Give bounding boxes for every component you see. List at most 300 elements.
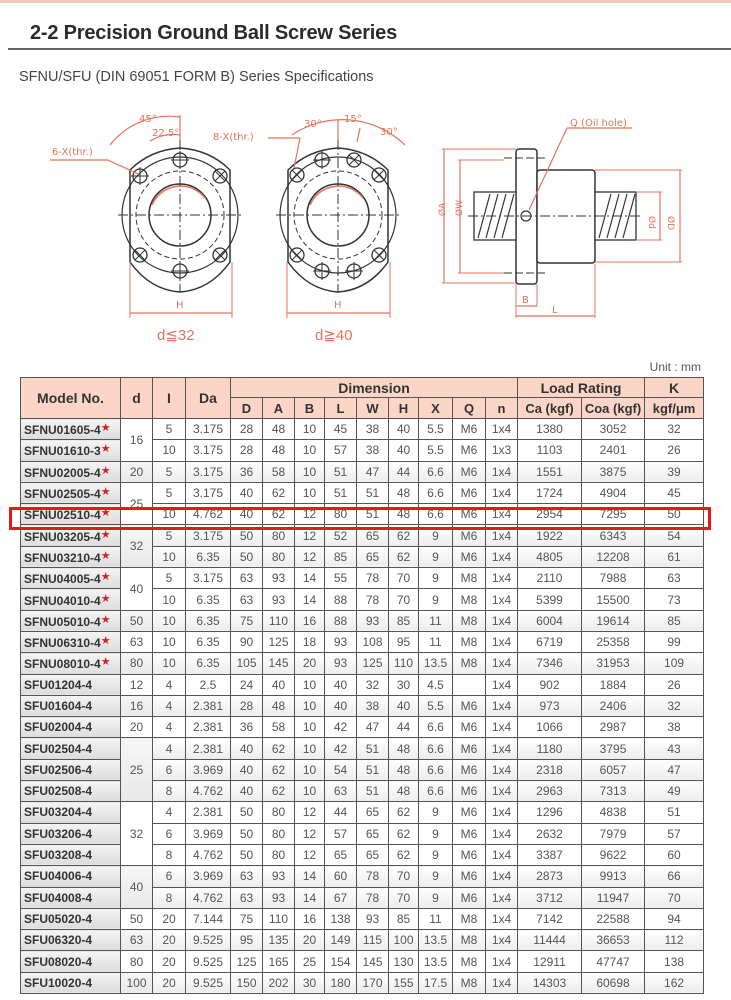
coa-cell: 7295	[582, 504, 645, 525]
n-cell: 1x4	[486, 674, 518, 695]
d-cell: 40	[231, 738, 263, 759]
n-cell: 1x4	[486, 972, 518, 993]
x-cell: 9	[419, 589, 453, 610]
svg-text:ØW: ØW	[455, 200, 465, 216]
n-cell: 1x4	[486, 504, 518, 525]
q-cell: M8	[453, 589, 486, 610]
flange-front-view-d40	[213, 114, 405, 318]
k-cell: 162	[645, 972, 704, 993]
b-cell: 12	[295, 504, 325, 525]
d-cell: 16	[121, 419, 153, 462]
svg-text:H: H	[334, 300, 342, 311]
l-cell: 60	[325, 866, 357, 887]
n-cell: 1x4	[486, 653, 518, 674]
b-cell: 20	[295, 930, 325, 951]
a-cell: 80	[263, 823, 295, 844]
n-cell: 1x4	[486, 568, 518, 589]
n-cell: 1x4	[486, 802, 518, 823]
k-cell: 112	[645, 930, 704, 951]
l-cell: 149	[325, 930, 357, 951]
ca-cell: 7346	[518, 653, 582, 674]
coa-cell: 31953	[582, 653, 645, 674]
star-icon: ★	[100, 635, 111, 648]
h-cell: 70	[389, 866, 419, 887]
page-title: 2-2 Precision Ground Ball Screw Series	[30, 22, 397, 44]
b-cell: 10	[295, 738, 325, 759]
q-cell: M6	[453, 695, 486, 716]
h-cell: 85	[389, 610, 419, 631]
d-cell: 75	[231, 908, 263, 929]
n-cell: 1x4	[486, 546, 518, 567]
b-cell: 10	[295, 695, 325, 716]
ca-cell: 2632	[518, 823, 582, 844]
model-cell	[21, 589, 121, 610]
ca-cell: 2873	[518, 866, 582, 887]
x-cell: 13.5	[419, 951, 453, 972]
a-cell: 58	[263, 461, 295, 482]
n-cell: 1x4	[486, 759, 518, 780]
header-dimension: Dimension	[231, 378, 518, 398]
coa-cell: 2987	[582, 717, 645, 738]
w-cell: 65	[357, 802, 389, 823]
b-cell: 10	[295, 759, 325, 780]
i-cell: 5	[153, 419, 186, 440]
a-cell: 80	[263, 546, 295, 567]
header-da: Da	[186, 378, 231, 419]
q-cell: M6	[453, 738, 486, 759]
k-cell: 73	[645, 589, 704, 610]
caption-d-ge-40: d≧40	[315, 327, 353, 344]
d-cell: 50	[231, 525, 263, 546]
header-D: D	[231, 398, 263, 419]
header-k: K	[645, 378, 704, 398]
a-cell: 93	[263, 866, 295, 887]
d-cell: 63	[231, 589, 263, 610]
w-cell: 78	[357, 568, 389, 589]
model-number: SFNU06310-4	[24, 636, 101, 651]
b-cell: 10	[295, 461, 325, 482]
i-cell: 10	[153, 610, 186, 631]
n-cell: 1x4	[486, 823, 518, 844]
q-cell: M8	[453, 930, 486, 951]
coa-cell: 4904	[582, 482, 645, 503]
ca-cell: 11444	[518, 930, 582, 951]
da-cell: 3.969	[186, 759, 231, 780]
coa-cell: 25358	[582, 631, 645, 652]
d-cell: 12	[121, 674, 153, 695]
da-cell: 3.175	[186, 482, 231, 503]
i-cell: 10	[153, 440, 186, 461]
h-cell: 40	[389, 419, 419, 440]
h-cell: 62	[389, 802, 419, 823]
model-cell	[21, 823, 121, 844]
svg-text:22.5°: 22.5°	[152, 128, 180, 139]
l-cell: 40	[325, 695, 357, 716]
da-cell: 3.175	[186, 440, 231, 461]
q-cell: M6	[453, 504, 486, 525]
table-row	[21, 631, 704, 652]
n-cell: 1x4	[486, 610, 518, 631]
d-cell: 40	[231, 504, 263, 525]
ca-cell: 1724	[518, 482, 582, 503]
model-cell	[21, 546, 121, 567]
h-cell: 70	[389, 887, 419, 908]
d-cell: 20	[121, 717, 153, 738]
coa-cell: 4838	[582, 802, 645, 823]
w-cell: 38	[357, 695, 389, 716]
da-cell: 2.5	[186, 674, 231, 695]
d-cell: 105	[231, 653, 263, 674]
k-cell: 51	[645, 802, 704, 823]
coa-cell: 36653	[582, 930, 645, 951]
l-cell: 42	[325, 717, 357, 738]
l-cell: 57	[325, 440, 357, 461]
spec-table-body	[21, 419, 704, 994]
ca-cell: 5399	[518, 589, 582, 610]
b-cell: 14	[295, 589, 325, 610]
l-cell: 154	[325, 951, 357, 972]
model-cell	[21, 653, 121, 674]
i-cell: 20	[153, 951, 186, 972]
l-cell: 85	[325, 546, 357, 567]
b-cell: 18	[295, 631, 325, 652]
i-cell: 10	[153, 653, 186, 674]
x-cell: 5.5	[419, 695, 453, 716]
k-cell: 61	[645, 546, 704, 567]
d-cell: 40	[121, 568, 153, 611]
n-cell: 1x4	[486, 717, 518, 738]
top-accent-bar	[0, 0, 731, 3]
d-cell: 25	[121, 738, 153, 802]
h-cell: 40	[389, 440, 419, 461]
n-cell: 1x4	[486, 461, 518, 482]
k-cell: 94	[645, 908, 704, 929]
x-cell: 9	[419, 802, 453, 823]
d-cell: 40	[121, 866, 153, 909]
q-cell: M6	[453, 482, 486, 503]
h-cell: 48	[389, 781, 419, 802]
model-number: SFU05020-4	[24, 911, 93, 926]
star-icon: ★	[100, 528, 111, 541]
model-cell	[21, 802, 121, 823]
flange-drawings-svg	[0, 100, 731, 350]
n-cell: 1x4	[486, 930, 518, 951]
da-cell: 6.35	[186, 631, 231, 652]
d-cell: 63	[121, 631, 153, 652]
header-H: H	[389, 398, 419, 419]
w-cell: 125	[357, 653, 389, 674]
b-cell: 10	[295, 419, 325, 440]
star-icon: ★	[100, 656, 111, 669]
b-cell: 10	[295, 482, 325, 503]
a-cell: 48	[263, 419, 295, 440]
svg-text:30°: 30°	[380, 127, 398, 138]
model-number: SFNU08010-4	[24, 657, 101, 672]
l-cell: 51	[325, 482, 357, 503]
model-cell	[21, 482, 121, 503]
l-cell: 55	[325, 568, 357, 589]
da-cell: 3.969	[186, 823, 231, 844]
h-cell: 30	[389, 674, 419, 695]
q-cell: M8	[453, 951, 486, 972]
nut-side-view	[437, 118, 682, 318]
ca-cell: 7142	[518, 908, 582, 929]
model-number: SFNU01605-4	[24, 423, 101, 438]
model-cell	[21, 930, 121, 951]
table-row	[21, 695, 704, 716]
model-number: SFU01604-4	[24, 699, 93, 713]
da-cell: 6.35	[186, 546, 231, 567]
a-cell: 80	[263, 525, 295, 546]
ca-cell: 2954	[518, 504, 582, 525]
a-cell: 110	[263, 610, 295, 631]
i-cell: 10	[153, 504, 186, 525]
d-cell: 80	[121, 951, 153, 972]
q-cell: M6	[453, 887, 486, 908]
i-cell: 4	[153, 674, 186, 695]
n-cell: 1x4	[486, 525, 518, 546]
n-cell: 1x4	[486, 482, 518, 503]
coa-cell: 3875	[582, 461, 645, 482]
q-cell: M6	[453, 759, 486, 780]
x-cell: 6.6	[419, 781, 453, 802]
da-cell: 2.381	[186, 802, 231, 823]
l-cell: 88	[325, 610, 357, 631]
da-cell: 3.175	[186, 461, 231, 482]
w-cell: 38	[357, 440, 389, 461]
star-icon: ★	[100, 507, 111, 520]
header-n: n	[486, 398, 518, 419]
model-cell	[21, 717, 121, 738]
flange-front-view-d32	[50, 114, 242, 318]
q-cell	[453, 674, 486, 695]
model-cell	[21, 695, 121, 716]
a-cell: 80	[263, 802, 295, 823]
table-row	[21, 866, 704, 887]
n-cell: 1x4	[486, 589, 518, 610]
coa-cell: 22588	[582, 908, 645, 929]
coa-cell: 7313	[582, 781, 645, 802]
table-row	[21, 908, 704, 929]
model-cell	[21, 631, 121, 652]
k-cell: 60	[645, 844, 704, 865]
model-number: SFNU02510-4	[24, 508, 101, 523]
model-cell	[21, 419, 121, 440]
d-cell: 50	[231, 546, 263, 567]
q-cell: M6	[453, 440, 486, 461]
b-cell: 12	[295, 525, 325, 546]
model-cell	[21, 504, 121, 525]
x-cell: 17.5	[419, 972, 453, 993]
i-cell: 10	[153, 546, 186, 567]
i-cell: 10	[153, 631, 186, 652]
i-cell: 4	[153, 738, 186, 759]
b-cell: 12	[295, 823, 325, 844]
d-cell: 50	[121, 610, 153, 631]
header-A: A	[263, 398, 295, 419]
k-cell: 32	[645, 695, 704, 716]
k-cell: 26	[645, 674, 704, 695]
b-cell: 12	[295, 802, 325, 823]
l-cell: 54	[325, 759, 357, 780]
a-cell: 135	[263, 930, 295, 951]
w-cell: 65	[357, 823, 389, 844]
i-cell: 5	[153, 525, 186, 546]
k-cell: 38	[645, 717, 704, 738]
model-number: SFNU01610-3	[24, 444, 101, 459]
svg-text:ØA: ØA	[438, 202, 448, 216]
k-cell: 39	[645, 461, 704, 482]
model-cell	[21, 525, 121, 546]
h-cell: 62	[389, 546, 419, 567]
model-number: SFNU05010-4	[24, 614, 101, 629]
svg-text:Q (Oil hole): Q (Oil hole)	[570, 118, 627, 129]
model-number: SFU04008-4	[24, 890, 93, 905]
k-cell: 63	[645, 568, 704, 589]
da-cell: 9.525	[186, 972, 231, 993]
d-cell: 24	[231, 674, 263, 695]
svg-text:B: B	[522, 295, 529, 306]
coa-cell: 15500	[582, 589, 645, 610]
caption-d-le-32: d≦32	[157, 327, 195, 344]
header-k-unit: kgf/μm	[645, 398, 704, 419]
table-row	[21, 610, 704, 631]
da-cell: 9.525	[186, 930, 231, 951]
w-cell: 65	[357, 546, 389, 567]
svg-text:Ød: Ød	[646, 216, 656, 229]
a-cell: 40	[263, 674, 295, 695]
ca-cell: 2318	[518, 759, 582, 780]
h-cell: 62	[389, 823, 419, 844]
coa-cell: 6343	[582, 525, 645, 546]
h-cell: 95	[389, 631, 419, 652]
model-cell	[21, 738, 121, 759]
a-cell: 58	[263, 717, 295, 738]
model-cell	[21, 568, 121, 589]
a-cell: 165	[263, 951, 295, 972]
star-icon: ★	[100, 422, 111, 435]
coa-cell: 12208	[582, 546, 645, 567]
table-row	[21, 461, 704, 482]
h-cell: 100	[389, 930, 419, 951]
i-cell: 8	[153, 844, 186, 865]
star-icon: ★	[100, 486, 111, 499]
model-number: SFU01204-4	[24, 677, 93, 692]
h-cell: 40	[389, 695, 419, 716]
model-number: SFU02004-4	[24, 720, 93, 735]
model-number: SFNU03205-4	[24, 529, 101, 544]
d-cell: 32	[121, 802, 153, 866]
l-cell: 63	[325, 781, 357, 802]
w-cell: 51	[357, 759, 389, 780]
b-cell: 10	[295, 717, 325, 738]
d-cell: 40	[231, 482, 263, 503]
header-d: d	[121, 378, 153, 419]
model-number: SFU03206-4	[24, 826, 93, 841]
w-cell: 78	[357, 887, 389, 908]
star-icon: ★	[100, 592, 111, 605]
i-cell: 10	[153, 589, 186, 610]
a-cell: 48	[263, 695, 295, 716]
x-cell: 6.6	[419, 738, 453, 759]
k-cell: 47	[645, 759, 704, 780]
d-cell: 25	[121, 482, 153, 525]
h-cell: 62	[389, 525, 419, 546]
l-cell: 67	[325, 887, 357, 908]
h-cell: 85	[389, 908, 419, 929]
l-cell: 180	[325, 972, 357, 993]
d-cell: 50	[231, 844, 263, 865]
d-cell: 32	[121, 525, 153, 568]
header-model: Model No.	[21, 378, 121, 419]
star-icon: ★	[100, 443, 111, 456]
header-W: W	[357, 398, 389, 419]
model-cell	[21, 461, 121, 482]
a-cell: 62	[263, 759, 295, 780]
k-cell: 49	[645, 781, 704, 802]
d-cell: 28	[231, 419, 263, 440]
table-row	[21, 653, 704, 674]
w-cell: 108	[357, 631, 389, 652]
model-number: SFU03208-4	[24, 848, 93, 863]
model-cell	[21, 951, 121, 972]
table-row	[21, 951, 704, 972]
x-cell: 6.6	[419, 759, 453, 780]
da-cell: 2.381	[186, 717, 231, 738]
model-number: SFU10020-4	[24, 975, 93, 990]
w-cell: 78	[357, 866, 389, 887]
svg-text:H: H	[176, 300, 184, 311]
model-number: SFU02504-4	[24, 741, 93, 756]
k-cell: 138	[645, 951, 704, 972]
table-row	[21, 419, 704, 440]
da-cell: 6.35	[186, 610, 231, 631]
d-cell: 80	[121, 653, 153, 674]
table-row	[21, 674, 704, 695]
q-cell: M8	[453, 908, 486, 929]
a-cell: 93	[263, 589, 295, 610]
table-row	[21, 568, 704, 589]
model-number: SFNU04005-4	[24, 572, 101, 587]
x-cell: 11	[419, 908, 453, 929]
k-cell: 43	[645, 738, 704, 759]
table-row	[21, 930, 704, 951]
da-cell: 3.175	[186, 525, 231, 546]
q-cell: M8	[453, 610, 486, 631]
w-cell: 65	[357, 844, 389, 865]
da-cell: 3.175	[186, 419, 231, 440]
star-icon: ★	[100, 464, 111, 477]
i-cell: 4	[153, 717, 186, 738]
l-cell: 45	[325, 419, 357, 440]
ca-cell: 2110	[518, 568, 582, 589]
ca-cell: 14303	[518, 972, 582, 993]
i-cell: 6	[153, 759, 186, 780]
coa-cell: 7979	[582, 823, 645, 844]
x-cell: 6.6	[419, 504, 453, 525]
w-cell: 38	[357, 419, 389, 440]
i-cell: 20	[153, 930, 186, 951]
i-cell: 6	[153, 823, 186, 844]
h-cell: 70	[389, 568, 419, 589]
a-cell: 48	[263, 440, 295, 461]
coa-cell: 1884	[582, 674, 645, 695]
ca-cell: 902	[518, 674, 582, 695]
model-number: SFU04006-4	[24, 869, 93, 884]
model-number: SFNU03210-4	[24, 550, 101, 565]
d-cell: 50	[231, 802, 263, 823]
ca-cell: 6004	[518, 610, 582, 631]
